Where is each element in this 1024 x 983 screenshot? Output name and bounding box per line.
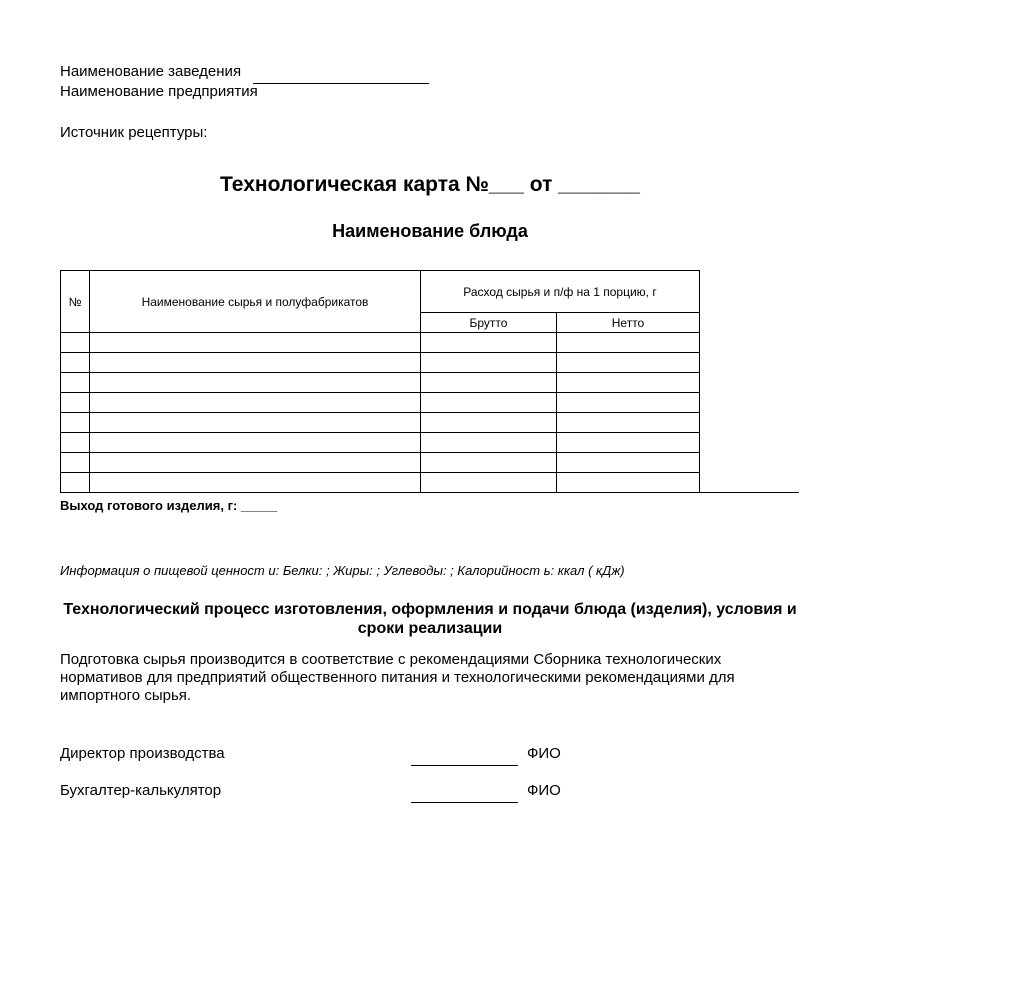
table-row — [61, 453, 700, 473]
cell-gross — [421, 333, 557, 353]
cell-number — [61, 353, 90, 373]
cell-number — [61, 473, 90, 493]
cell-net — [557, 393, 700, 413]
col-header-consumption: Расход сырья и п/ф на 1 порцию, г — [421, 271, 700, 313]
col-header-gross: Брутто — [421, 313, 557, 333]
cell-ingredient — [90, 373, 421, 393]
recipe-source-label: Источник рецептуры: — [60, 124, 208, 141]
col-header-ingredient: Наименование сырья и полуфабрикатов — [90, 271, 421, 333]
signature-fio-director: ФИО — [527, 745, 561, 762]
cell-gross — [421, 373, 557, 393]
cell-number — [61, 373, 90, 393]
cell-number — [61, 333, 90, 353]
table-row — [61, 353, 700, 373]
cell-gross — [421, 393, 557, 413]
signature-line-accountant — [411, 802, 518, 803]
cell-number — [61, 393, 90, 413]
cell-net — [557, 473, 700, 493]
cell-gross — [421, 353, 557, 373]
enterprise-label: Наименование предприятия — [60, 83, 258, 100]
table-row — [61, 373, 700, 393]
cell-number — [61, 453, 90, 473]
recipe-table — [60, 270, 700, 493]
signature-role-accountant: Бухгалтер-калькулятор — [60, 782, 222, 799]
table-row — [61, 333, 700, 353]
cell-ingredient — [90, 333, 421, 353]
cell-number — [61, 413, 90, 433]
cell-gross — [421, 453, 557, 473]
yield-text: Выход готового изделия, г: _____ — [60, 498, 278, 513]
col-header-net: Нетто — [557, 313, 700, 333]
cell-gross — [421, 413, 557, 433]
tech-card-title: Технологическая карта №___ от _______ — [220, 173, 640, 196]
cell-ingredient — [90, 473, 421, 493]
cell-ingredient — [90, 413, 421, 433]
table-row — [61, 473, 700, 493]
cell-ingredient — [90, 453, 421, 473]
cell-number — [61, 433, 90, 453]
table-row — [61, 433, 700, 453]
cell-ingredient — [90, 353, 421, 373]
signature-fio-accountant: ФИО — [527, 782, 561, 799]
cell-net — [557, 373, 700, 393]
cell-ingredient — [90, 433, 421, 453]
cell-net — [557, 433, 700, 453]
nutrition-info: Информация о пищевой ценност и: Белки: ; Жиры: ; Углеводы: ; Калорийност ь: ккал ( кДж) — [60, 563, 625, 578]
cell-net — [557, 353, 700, 373]
establishment-label: Наименование заведения — [60, 63, 242, 80]
cell-net — [557, 413, 700, 433]
cell-net — [557, 333, 700, 353]
col-header-number: № — [61, 271, 90, 333]
establishment-underline — [253, 83, 429, 84]
table-trailing-rule — [698, 492, 799, 493]
cell-net — [557, 453, 700, 473]
cell-ingredient — [90, 393, 421, 413]
dish-name-title: Наименование блюда — [332, 221, 528, 241]
table-row — [61, 413, 700, 433]
process-description: Подготовка сырья производится в соответствие с рекомендациями Сборника технологических нормативов для предприятий общественного питания и технологическими рекомендациями для импортного сырья. — [60, 651, 735, 704]
process-title: Технологический процесс изготовления, оформления и подачи блюда (изделия), условия и сроки реализации — [63, 601, 797, 637]
signature-line-director — [411, 765, 518, 766]
cell-gross — [421, 433, 557, 453]
signature-role-director: Директор производства — [60, 745, 225, 762]
cell-gross — [421, 473, 557, 493]
table-row — [61, 393, 700, 413]
